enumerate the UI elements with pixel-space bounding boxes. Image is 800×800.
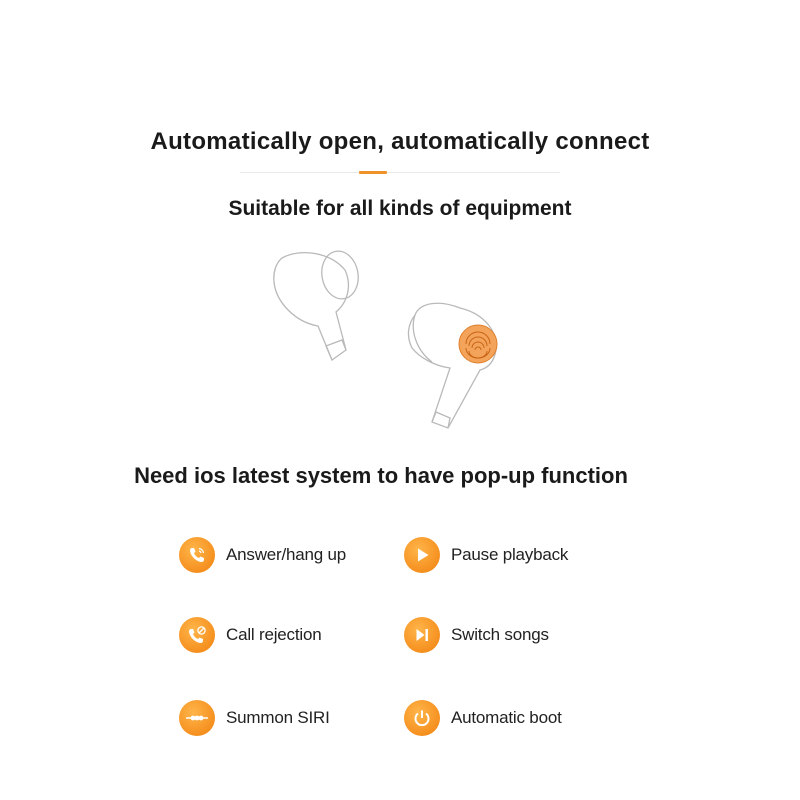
phone-icon xyxy=(179,537,215,573)
feature-label: Automatic boot xyxy=(451,708,562,727)
next-track-icon xyxy=(404,617,440,653)
feature-answer-hang-up xyxy=(179,535,346,575)
ios-note: Need ios latest system to have pop-up function xyxy=(134,463,628,488)
feature-label: Call rejection xyxy=(226,625,322,644)
title-divider-accent xyxy=(359,171,387,174)
feature-label: Answer/hang up xyxy=(226,545,347,564)
left-earbud-icon xyxy=(274,248,362,360)
earbuds-illustration xyxy=(260,240,530,440)
phone-reject-icon xyxy=(179,617,215,653)
power-icon xyxy=(404,700,440,736)
feature-automatic-boot xyxy=(404,698,562,738)
right-earbud-icon xyxy=(408,303,496,428)
siri-icon xyxy=(179,700,215,736)
feature-call-rejection xyxy=(179,615,321,655)
page-title: Automatically open, automatically connect xyxy=(150,128,650,155)
page-subtitle: Suitable for all kinds of equipment xyxy=(228,197,572,220)
feature-label: Pause playback xyxy=(451,545,569,564)
feature-switch-songs xyxy=(404,615,549,655)
play-icon xyxy=(404,537,440,573)
title-divider xyxy=(240,172,560,173)
feature-label: Summon SIRI xyxy=(226,708,330,727)
feature-summon-siri xyxy=(179,698,330,738)
fingerprint-icon xyxy=(459,325,497,363)
feature-pause-playback xyxy=(404,535,568,575)
feature-label: Switch songs xyxy=(451,625,549,644)
